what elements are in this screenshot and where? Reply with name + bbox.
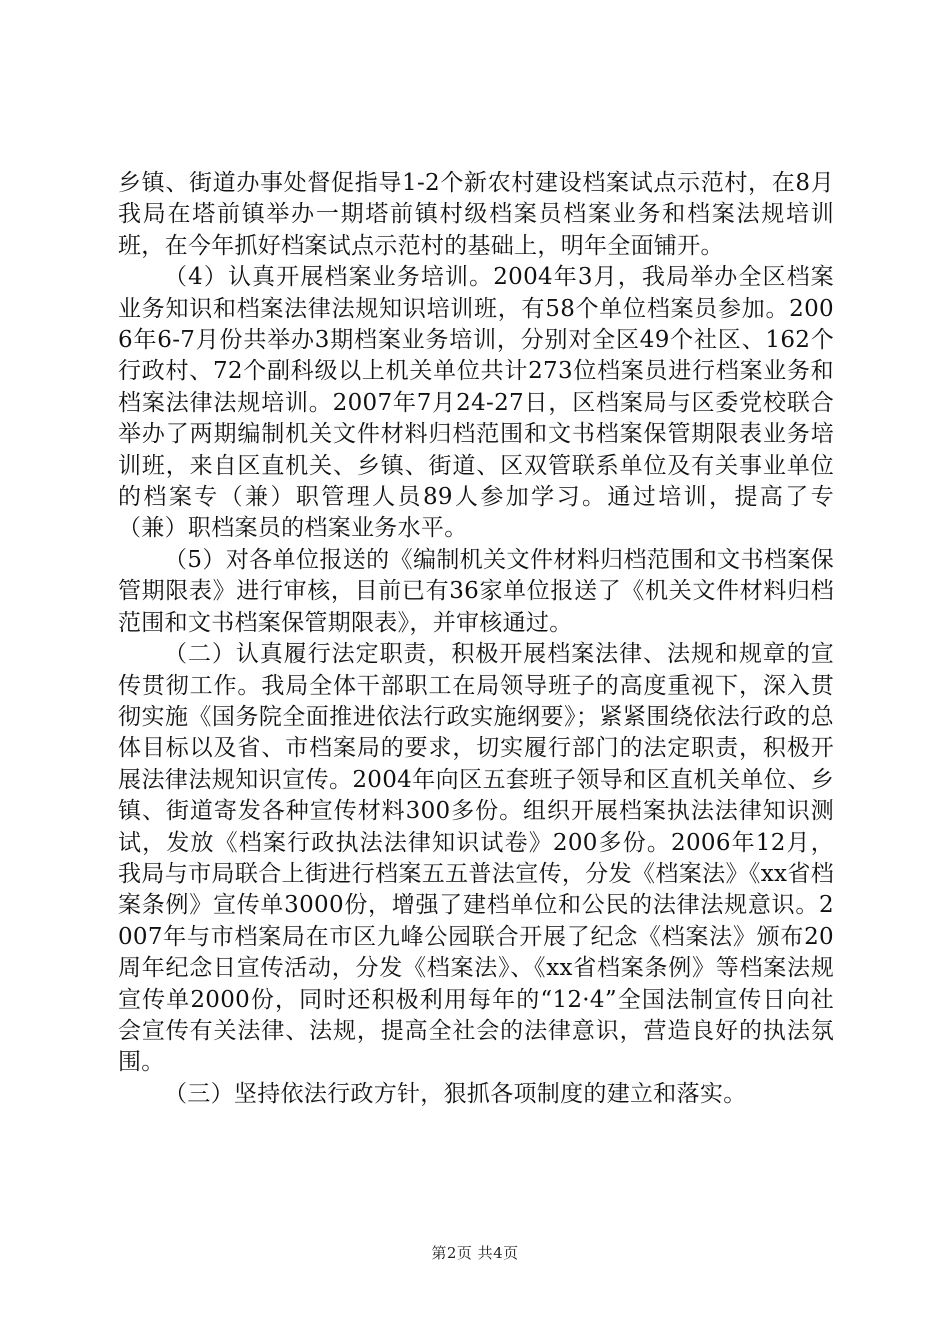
document-body [118, 168, 834, 1110]
paragraph-review: （5）对各单位报送的《编制机关文件材料归档范围和文书档案保管期限表》进行审核，目前已有36家单位报送了《机关文件材料归档范围和文书档案保管期限表》，并审核通过。 [118, 546, 834, 636]
paragraph-continuation: 乡镇、街道办事处督促指导1-2个新农村建设档案试点示范村，在8月我局在塔前镇举办一期塔前镇村级档案员档案业务和档案法规培训班，在今年抓好档案试点示范村的基础上，明年全面铺开。 [118, 170, 834, 259]
paragraph-administration: （三）坚持依法行政方针，狠抓各项制度的建立和落实。 [164, 1080, 747, 1107]
page-footer: 第2页 共4页 [431, 1244, 519, 1262]
paragraph-training: （4）认真开展档案业务培训。2004年3月，我局举办全区档案业务知识和档案法律法规知识培训班，有58个单位档案员参加。2006年6-7月份共举办3期档案业务培训，分别对全区49个社区、162个行政村、72个副科级以上机关单位共计273位档案员进行档案业务和档案法律法规培训。2007年7月24-27日，区档案局与区委党校联合举办了两期编制机关文件材料归档范围和文书档案保管期限表业务培训班，来自区直机关、乡镇、街道、区双管联系单位及有关事业单位的档案专（兼）职管理人员89人参加学习。通过培训，提高了专（兼）职档案员的档案业务水平。 [118, 264, 834, 542]
paragraph-legal-publicity: （二）认真履行法定职责，积极开展档案法律、法规和规章的宣传贯彻工作。我局全体干部职工在局领导班子的高度重视下，深入贯彻实施《国务院全面推进依法行政实施纲要》；紧紧围绕依法行政的总体目标以及省、市档案局的要求，切实履行部门的法定职责，积极开展法律法规知识宣传。2004年向区五套班子领导和区直机关单位、乡镇、街道寄发各种宣传材料300多份。组织开展档案执法法律知识测试，发放《档案行政执法法律知识试卷》200多份。2006年12月，我局与市局联合上街进行档案五五普法宣传，分发《档案法》《xx省档案条例》宣传单3000份，增强了建档单位和公民的法律法规意识。2007年与市档案局在市区九峰公园联合开展了纪念《档案法》颁布20周年纪念日宣传活动，分发《档案法》、《xx省档案条例》等档案法规宣传单2000份，同时还积极利用每年的“12·4”全国法制宣传日向社会宣传有关法律、法规，提高全社会的法律意识，营造良好的执法氛围。 [118, 641, 834, 1076]
